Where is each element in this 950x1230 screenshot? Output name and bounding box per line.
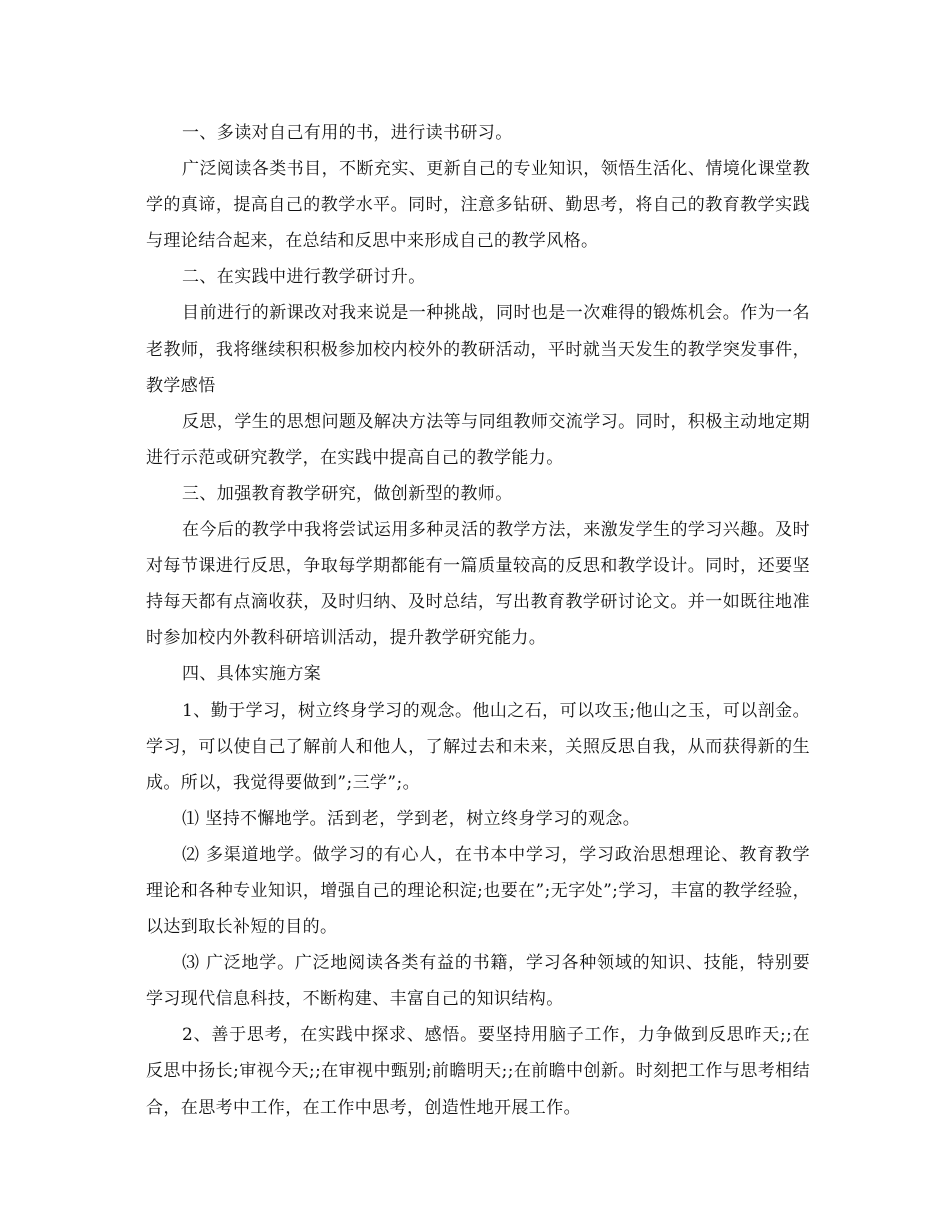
heading-practice-research: 二、在实践中进行教学研讨升。 bbox=[182, 267, 426, 288]
paragraph-reflection: 反思，学生的思想问题及解决方法等与同组教师交流学习。同时，积极主动地定期进行示范或研究教学，在实践中提高自己的教学能力。 bbox=[146, 411, 810, 468]
paragraph-new-curriculum: 目前进行的新课改对我来说是一种挑战，同时也是一次难得的锻炼机会。作为一名老教师，我将继续积积极参加校内校外的教研活动，平时就当天发生的教学突发事件，教学感悟 bbox=[146, 303, 810, 396]
list-item-multichannel-learning: ⑵ 多渠道地学。做学习的有心人，在书本中学习，学习政治思想理论、教育教学理论和各种专业知识，增强自己的理论积淀;也要在”;无字处”;学习，丰富的教学经验，以达到取长补短的目的。 bbox=[146, 844, 810, 938]
document-body bbox=[146, 115, 810, 1126]
heading-read-books: 一、多读对自己有用的书，进行读书研习。 bbox=[182, 123, 513, 143]
list-item-broad-learning: ⑶ 广泛地学。广泛地阅读各类有益的书籍，学习各种领域的知识、技能，特别要学习现代信息科技，不断构建、丰富自己的知识结构。 bbox=[146, 953, 810, 1010]
heading-implementation-plan: 四、具体实施方案 bbox=[182, 664, 322, 685]
paragraph-lifelong-learning: 1、勤于学习，树立终身学习的观念。他山之石，可以攻玉;他山之玉，可以剖金。学习，可以使自己了解前人和他人，了解过去和未来，关照反思自我，从而获得新的生成。所以，我觉得要做到”;三学”;。 bbox=[146, 700, 810, 793]
heading-teaching-research: 三、加强教育教学研究，做创新型的教师。 bbox=[182, 483, 513, 504]
list-item-persistent-learning: ⑴ 坚持不懈地学。活到老，学到老，树立终身学习的观念。 bbox=[182, 808, 641, 829]
paragraph-broad-reading: 广泛阅读各类书目，不断充实、更新自己的专业知识，领悟生活化、情境化课堂教学的真谛，提高自己的教学水平。同时，注意多钻研、勤思考，将自己的教育教学实践与理论结合起来，在总结和反思中来形成自己的教学风格。 bbox=[146, 159, 810, 252]
paragraph-future-teaching: 在今后的教学中我将尝试运用多种灵活的教学方法，来激发学生的学习兴趣。及时对每节课进行反思，争取每学期都能有一篇质量较高的反思和教学设计。同时，还要坚持每天都有点滴收获，及时归纳、及时总结，写出教育教学研讨论文。并一如既往地准时参加校内外教科研培训活动，提升教学研究能力。 bbox=[146, 520, 810, 649]
paragraph-good-thinking: 2、善于思考，在实践中探求、感悟。要坚持用脑子工作，力争做到反思昨天;;在反思中扬长;审视今天;;在审视中甄别;前瞻明天;;在前瞻中创新。时刻把工作与思考相结合，在思考中工作，在工作中思考，创造性地开展工作。 bbox=[146, 1025, 810, 1118]
